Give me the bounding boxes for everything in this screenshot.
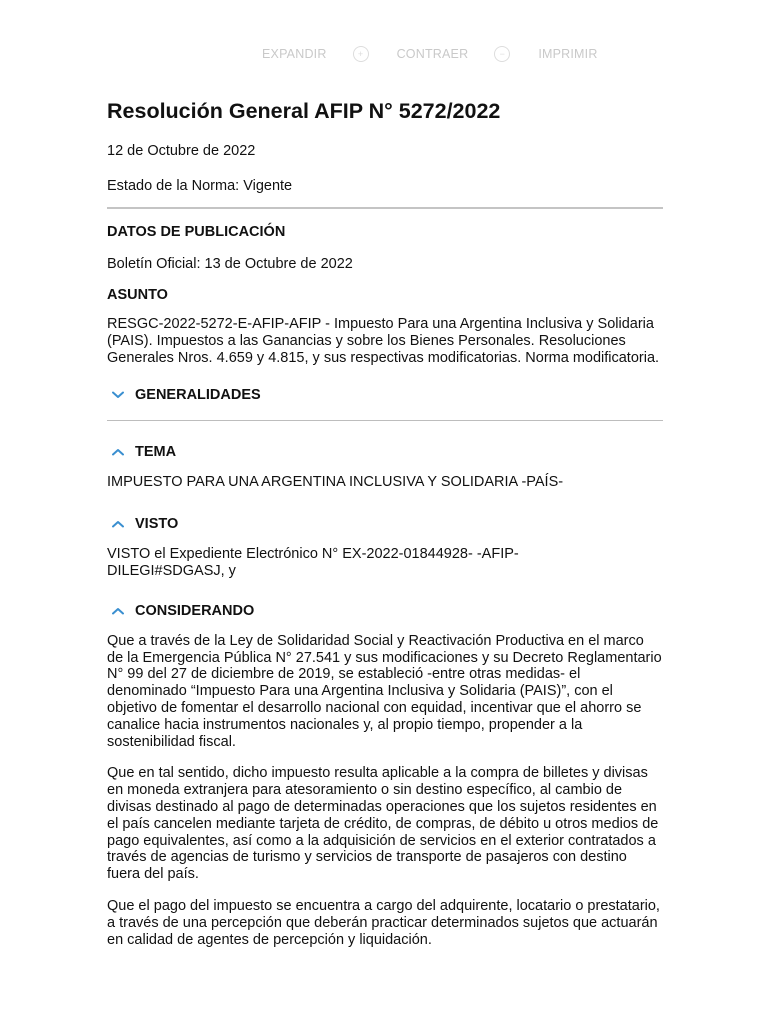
section-label-generalidades: GENERALIDADES bbox=[135, 387, 261, 404]
section-label-visto: VISTO bbox=[135, 516, 179, 533]
expand-label: EXPANDIR bbox=[262, 47, 327, 61]
considerando-paragraph: Que en tal sentido, dicho impuesto resulta aplicable a la compra de billetes y divisas en moneda extranjera para atesoramiento o sin destino específico, al cambio de divisas destinado al pago de determinadas operaciones que los sujetos residentes en el país cancelen mediante tarjeta de crédito, de compras, de débito u otros medios de pago equivalentes, así como a la adquisición de servicios en el exterior contratados a través de agencias de turismo y servicios de transporte de pasajeros con destino fuera del país. bbox=[107, 765, 659, 883]
print-label: IMPRIMIR bbox=[538, 47, 598, 61]
visto-text: VISTO el Expediente Electrónico N° EX-2022-01844928- -AFIP-DILEGI#SDGASJ, y bbox=[107, 546, 519, 579]
divider bbox=[107, 420, 663, 421]
publication-heading: DATOS DE PUBLICACIÓN bbox=[107, 224, 286, 240]
document-date: 12 de Octubre de 2022 bbox=[107, 143, 256, 159]
section-toggle-considerando[interactable] bbox=[107, 602, 663, 620]
document-content bbox=[107, 94, 663, 948]
chevron-down-icon bbox=[111, 389, 125, 401]
section-label-considerando: CONSIDERANDO bbox=[135, 602, 255, 619]
section-toggle-tema[interactable] bbox=[107, 443, 663, 461]
tema-text: IMPUESTO PARA UNA ARGENTINA INCLUSIVA Y SOLIDARIA -PAÍS- bbox=[107, 474, 564, 491]
expand-circle-icon[interactable]: + bbox=[353, 46, 369, 62]
section-toggle-visto[interactable] bbox=[107, 515, 663, 533]
chevron-up-icon bbox=[111, 605, 125, 617]
subject-heading: ASUNTO bbox=[107, 287, 168, 303]
section-label-tema: TEMA bbox=[135, 444, 177, 461]
print-button[interactable] bbox=[538, 47, 597, 61]
document-status: Estado de la Norma: Vigente bbox=[107, 178, 293, 194]
chevron-up-icon bbox=[111, 446, 125, 458]
divider bbox=[107, 207, 663, 209]
collapse-label: CONTRAER bbox=[396, 47, 469, 61]
subject-text: RESGC-2022-5272-E-AFIP-AFIP - Impuesto Para una Argentina Inclusiva y Solidaria (PAIS). Impuestos a las Ganancias y sobre los Bienes Personales. Resoluciones Generales Nros. 4.659 y 4.815, y sus respectivas modificatorias. Norma modificatoria. bbox=[107, 316, 660, 366]
chevron-up-icon bbox=[111, 518, 125, 530]
document-title: Resolución General AFIP N° 5272/2022 bbox=[107, 99, 501, 123]
considerando-paragraph: Que a través de la Ley de Solidaridad Social y Reactivación Productiva en el marco de la Emergencia Pública N° 27.541 y sus modificaciones y su Decreto Reglamentario N° 99 del 27 de diciembre de 2019, se estableció -entre otras medidas- el denominado “Impuesto Para una Argentina Inclusiva y Solidaria (PAIS)”, con el objetivo de fomentar el desarrollo nacional con equidad, incentivar que el ahorro se canalice hacia instrumentos nacionales y, al propio tiempo, propender a la sostenibilidad fiscal. bbox=[107, 632, 662, 750]
collapse-button[interactable] bbox=[397, 46, 539, 62]
boletin-oficial-date: Boletín Oficial: 13 de Octubre de 2022 bbox=[107, 256, 353, 272]
toolbar bbox=[262, 42, 598, 66]
collapse-circle-icon[interactable]: − bbox=[494, 46, 510, 62]
expand-button[interactable] bbox=[262, 46, 397, 62]
considerando-paragraph: Que el pago del impuesto se encuentra a cargo del adquirente, locatario o prestatario, a través de una percepción que deberán practicar determinados sujetos que actuarán en calidad de agentes de percepción y liquidación. bbox=[107, 897, 660, 948]
section-toggle-generalidades[interactable] bbox=[107, 386, 663, 404]
